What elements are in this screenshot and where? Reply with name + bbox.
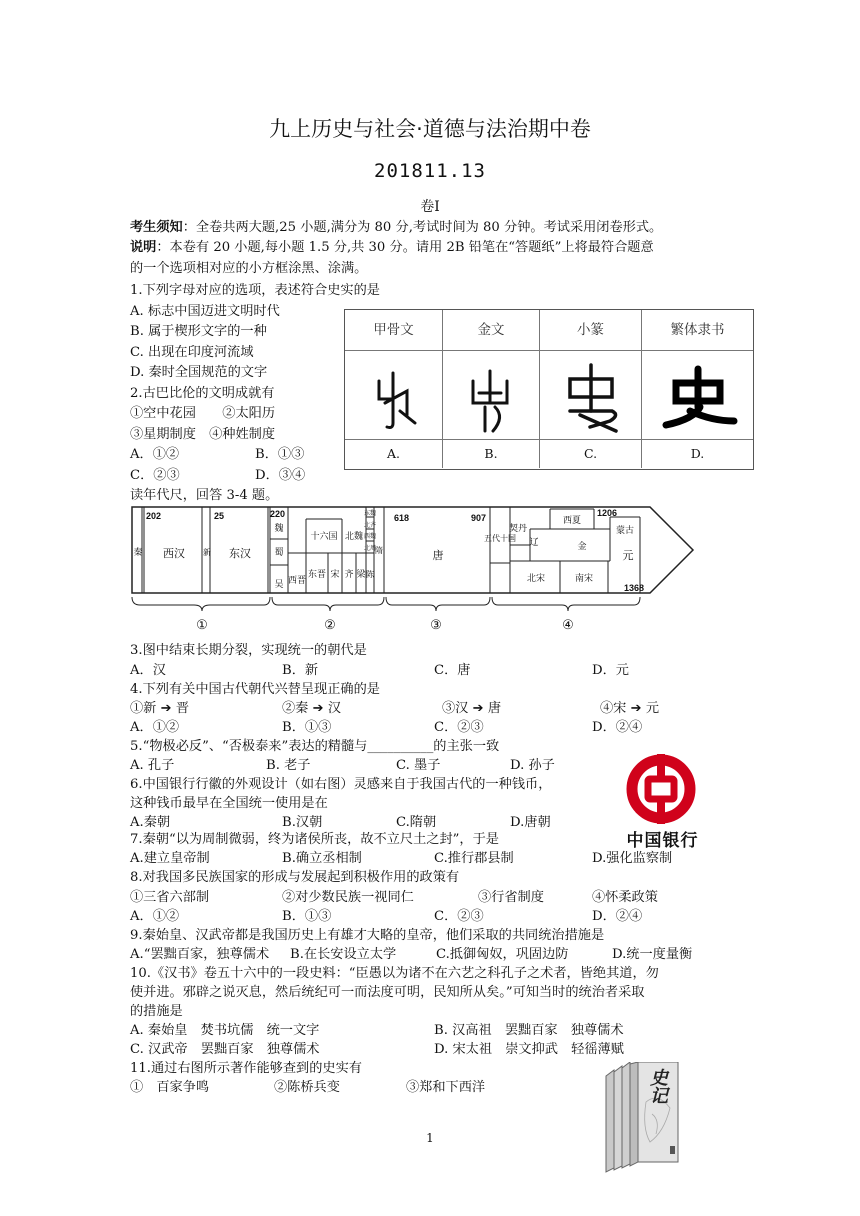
header-oracle-bone: 甲骨文 (345, 310, 443, 351)
year-label: 618 (394, 513, 410, 523)
dynasty-label: 宋 (330, 569, 340, 579)
q7-option-a: A.建立皇帝制 (130, 851, 210, 866)
dynasty-timeline (130, 505, 696, 633)
dynasty-label: 吴 (274, 579, 284, 589)
dynasty-label: 金 (577, 541, 587, 551)
arrow-icon: ➔ (308, 701, 328, 716)
q3-option-a: A．汉 (130, 663, 166, 678)
q1-option-c: C. 出现在印度河流域 (130, 345, 254, 360)
dynasty-label: 十六国 (310, 531, 338, 541)
q6-option-a: A.秦朝 (130, 815, 171, 830)
table-option-c: C. (540, 440, 642, 468)
year-label: 25 (214, 511, 225, 521)
dynasty-label: 齐 (344, 569, 354, 579)
q4-option-d: D．②④ (592, 720, 643, 735)
q9-stem: 9.秦始皇、汉武帝都是我国历史上有雄才大略的皇帝，他们采取的共同统治措施是 (130, 928, 605, 943)
q3-option-b: B．新 (282, 663, 319, 678)
instructions-line-2: 的一个选项相对应的小方框涂黑、涂满。 (130, 261, 368, 276)
page-number: 1 (426, 1131, 434, 1145)
q6-stem-1: 6.中国银行行徽的外观设计（如右图）灵感来自于我国古代的一种钱币， (130, 777, 552, 792)
q8-item-4: ④怀柔政策 (592, 890, 658, 905)
bank-of-china-logo (607, 752, 718, 851)
q9-option-a: A.“罢黜百家，独尊儒术 (130, 947, 270, 962)
dynasty-label: 唐 (432, 550, 444, 562)
year-label: 220 (270, 509, 286, 519)
period-label: ④ (562, 617, 574, 632)
q8-option-d: D．②④ (592, 909, 643, 924)
dynasty-label: 南宋 (574, 573, 594, 583)
q2-items-2: ③星期制度 ④种姓制度 (130, 427, 276, 442)
q7-option-d: D.强化监察制 (592, 851, 673, 866)
period-label: ① (196, 617, 208, 632)
dynasty-label: 西汉 (163, 548, 185, 560)
glyph-bronze (443, 351, 540, 440)
q10-line-2: 使并进。邪辟之说灭息，然后统纪可一而法度可明，民知所从矣。”可知当时的统治者采取 (130, 985, 645, 1000)
dynasty-label: 西晋 (287, 575, 307, 585)
dynasty-label: 西夏 (562, 515, 582, 525)
dynasty-label: 五代十国 (484, 534, 516, 543)
q10-option-c: C. 汉武帝 罢黜百家 独尊儒术 (130, 1042, 320, 1057)
dynasty-label: 梁 (356, 569, 366, 579)
q4-option-c: C．②③ (434, 720, 484, 735)
dynasty-label: 东晋 (307, 569, 327, 579)
q6-option-b: B.汉朝 (282, 815, 323, 830)
q9-option-b: B.在长安设立太学 (290, 947, 397, 962)
dynasty-label: 北魏 (344, 531, 364, 541)
dynasty-label: 隋 (375, 546, 383, 555)
q10-option-b: B. 汉高祖 罢黜百家 独尊儒术 (434, 1023, 624, 1038)
shiji-books-image (598, 1062, 680, 1174)
period-label: ③ (430, 617, 442, 632)
q11-item-3: ③郑和下西洋 (406, 1080, 486, 1095)
header-small-seal: 小篆 (540, 310, 642, 351)
q2-stem: 2.古巴比伦的文明成就有 (130, 386, 275, 401)
q4-option-a: A．①② (130, 720, 180, 735)
dynasty-label: 魏 (274, 523, 284, 533)
q5-option-d: D. 孙子 (510, 758, 555, 773)
year-label: 202 (146, 511, 162, 521)
dynasty-label: 西魏 (363, 534, 377, 540)
q7-option-b: B.确立丞相制 (282, 851, 362, 866)
q3-option-d: D．元 (592, 663, 629, 678)
q3-stem: 3.图中结束长期分裂，实现统一的朝代是 (130, 643, 367, 658)
q4-pair-4 (600, 699, 659, 719)
q11-item-1: ① 百家争鸣 (130, 1080, 210, 1095)
pair-to: 唐 (487, 701, 501, 716)
q8-item-3: ③行省制度 (478, 890, 544, 905)
q7-option-c: C.推行郡县制 (434, 851, 514, 866)
q1-option-d: D. 秦时全国规范的文字 (130, 365, 268, 380)
year-label: 1368 (624, 583, 645, 593)
q1-option-a: A. 标志中国迈进文明时代 (130, 304, 280, 319)
q6-option-c: C.隋朝 (396, 815, 437, 830)
dynasty-label: 北齐 (363, 523, 377, 529)
q2-option-d: D．③④ (255, 468, 306, 483)
q5-option-c: C. 墨子 (396, 758, 441, 773)
q10-option-d: D. 宋太祖 崇文抑武 轻徭薄赋 (434, 1042, 624, 1057)
dynasty-label: 元 (622, 550, 634, 562)
q8-option-c: C．②③ (434, 909, 484, 924)
q3-option-c: C．唐 (434, 663, 471, 678)
q9-option-c: C.抵御匈奴，巩固边防 (436, 947, 569, 962)
q8-item-2: ②对少数民族一视同仁 (282, 890, 414, 905)
dynasty-label: 秦 (133, 547, 143, 557)
q2-items-1: ①空中花园 ②太阳历 (130, 406, 276, 421)
bank-logo-text: 中国银行 (626, 831, 699, 851)
q5-stem: 5.“物极必反”、“否极泰来”表达的精髓与__________的主张一致 (130, 739, 500, 754)
dynasty-label: 新 (203, 548, 211, 557)
year-label: 1206 (597, 508, 618, 518)
pair-to: 汉 (327, 701, 341, 716)
pair-from: ④宋 (600, 701, 627, 716)
q2-option-a: A．①② (130, 447, 180, 462)
q9-option-d: D.统一度量衡 (612, 947, 693, 962)
glyph-clerical (642, 351, 753, 440)
volume-label: 卷Ⅰ (420, 199, 440, 215)
pair-to: 晋 (175, 701, 189, 716)
period-label: ② (324, 617, 336, 632)
character-evolution-table (344, 309, 754, 470)
q8-option-b: B．①③ (282, 909, 332, 924)
instructions-label: 说明 (130, 240, 157, 255)
q10-line-3: 的措施是 (130, 1004, 183, 1019)
q11-item-2: ②陈桥兵变 (274, 1080, 340, 1095)
q10-line-1: 10.《汉书》卷五十六中的一段史料：“臣愚以为诸不在六艺之科孔子之术者，皆绝其道，勿 (130, 966, 659, 981)
dynasty-label: 东魏 (363, 511, 377, 517)
pair-to: 元 (645, 701, 659, 716)
dynasty-label: 契丹 (508, 523, 528, 533)
dynasty-label: 蜀 (274, 547, 284, 557)
q1-option-b: B. 属于楔形文字的一种 (130, 324, 267, 339)
header-bronze: 金文 (443, 310, 540, 351)
dynasty-label: 陈 (366, 570, 374, 579)
dynasty-label: 北宋 (526, 573, 546, 583)
q4-pair-2 (282, 699, 341, 719)
pair-from: ③汉 (442, 701, 469, 716)
arrow-icon: ➔ (156, 701, 176, 716)
notice-line (130, 218, 662, 238)
timeline-intro: 读年代尺，回答 3-4 题。 (130, 488, 279, 503)
dynasty-label: 辽 (529, 537, 539, 547)
table-option-d: D. (690, 446, 705, 461)
arrow-icon: ➔ (468, 701, 488, 716)
year-label: 907 (471, 513, 487, 523)
header-clerical: 繁体隶书 (642, 310, 753, 351)
notice-text: ：全卷共两大题,25 小题,满分为 80 分,考试时间为 80 分钟。考试采用闭卷形式。 (182, 220, 663, 235)
dynasty-label: 北周 (363, 546, 377, 552)
q10-option-a: A. 秦始皇 焚书坑儒 统一文字 (130, 1023, 320, 1038)
glyph-oracle-bone (345, 351, 443, 440)
q4-pair-3 (442, 699, 501, 719)
q7-stem: 7.秦朝“以为周制微弱，终为诸侯所丧，故不立尺土之封”，于是 (130, 832, 499, 847)
glyph-small-seal (540, 351, 642, 440)
q4-stem: 4.下列有关中国古代朝代兴替呈现正确的是 (130, 682, 380, 697)
dynasty-label: 东汉 (229, 548, 251, 560)
q5-option-a: A. 孔子 (130, 758, 175, 773)
exam-date: 201811.13 (374, 160, 486, 182)
arrow-icon: ➔ (626, 701, 646, 716)
page-title: 九上历史与社会·道德与法治期中卷 (269, 117, 591, 141)
dynasty-label: 蒙古 (615, 525, 635, 535)
q6-option-d: D.唐朝 (510, 815, 551, 830)
q8-option-a: A．①② (130, 909, 180, 924)
book-title: 史记 (647, 1068, 668, 1104)
pair-from: ①新 (130, 701, 157, 716)
q4-option-b: B．①③ (282, 720, 332, 735)
q2-option-b: B．①③ (255, 447, 305, 462)
q6-stem-2: 这种钱币最早在全国统一使用是在 (130, 796, 328, 811)
pair-from: ②秦 (282, 701, 309, 716)
q11-stem: 11.通过右图所示著作能够查到的史实有 (130, 1061, 362, 1076)
table-option-a: A. (345, 440, 443, 468)
instructions-line-1 (130, 238, 654, 258)
instructions-text-1: ：本卷有 20 小题,每小题 1.5 分,共 30 分。请用 2B 铅笔在“答题纸”上将最符合题意 (156, 240, 654, 255)
q8-item-1: ①三省六部制 (130, 890, 210, 905)
table-option-b: B. (443, 440, 540, 468)
notice-label: 考生须知 (130, 220, 183, 235)
q2-option-c: C．②③ (130, 468, 180, 483)
q8-stem: 8.对我国多民族国家的形成与发展起到积极作用的政策有 (130, 870, 460, 885)
q5-option-b: B. 老子 (266, 758, 311, 773)
q4-pair-1 (130, 699, 189, 719)
q1-stem: 1.下列字母对应的选项，表述符合史实的是 (130, 283, 380, 298)
